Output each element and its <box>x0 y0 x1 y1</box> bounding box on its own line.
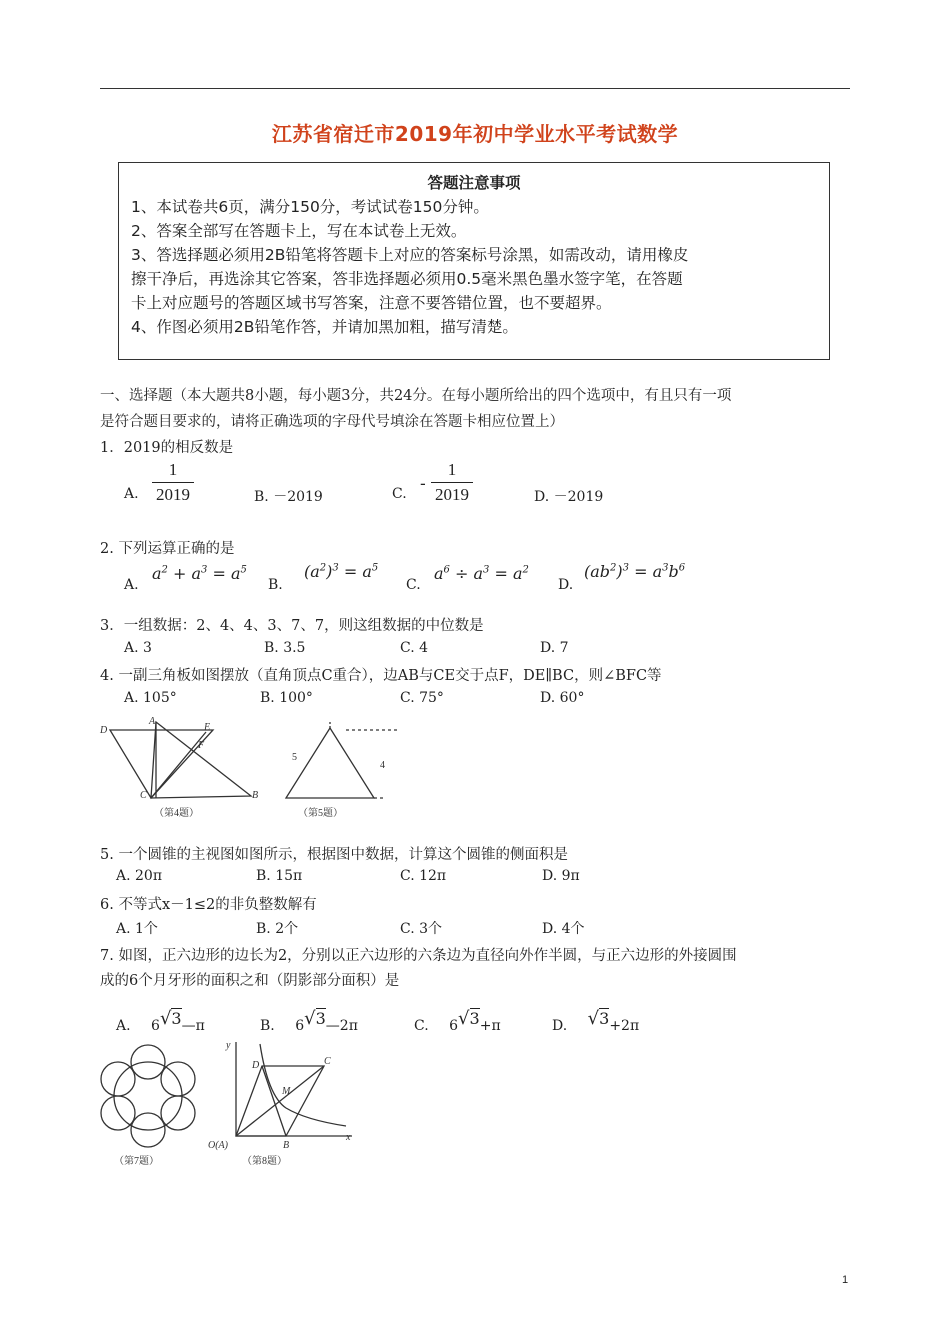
option-tail: —π <box>181 1018 205 1034</box>
coefficient: 6 <box>449 1018 459 1034</box>
fraction-denominator: 2019 <box>435 485 469 504</box>
figure-q8-coordinates <box>206 1036 366 1170</box>
q1-option-c-fraction <box>431 460 473 505</box>
label-m: M <box>282 1086 291 1097</box>
label-b: B <box>252 790 259 801</box>
fraction-bar <box>152 482 194 483</box>
q5-option-a: A. 20π <box>116 868 163 884</box>
q2-stem: 2. 下列运算正确的是 <box>100 541 235 557</box>
option-label: D. <box>552 1018 568 1034</box>
option-label: A. <box>116 1018 131 1034</box>
notice-line: 2、答案全部写在答题卡上，写在本试卷上无效。 <box>131 222 467 240</box>
figure-q4-triangles <box>96 716 266 826</box>
fraction-numerator: 1 <box>168 460 178 479</box>
figure-q8-caption: （第8题） <box>242 1156 287 1167</box>
height-label: 4 <box>380 760 385 771</box>
q6-option-a: A. 1个 <box>116 921 158 937</box>
figure-q4-caption: （第4题） <box>154 808 199 819</box>
q4-option-c: C. 75° <box>400 690 444 706</box>
q7-stem-line1: 7. 如图，正六边形的边长为2，分别以正六边形的六条边为直径向外作半圆，与正六边形的外接圆围 <box>100 948 737 964</box>
coefficient: 6 <box>295 1018 305 1034</box>
figure-q7-caption: （第7题） <box>114 1156 159 1167</box>
circumscribed-circle <box>114 1062 182 1130</box>
hyperbola-curve <box>260 1044 346 1126</box>
q4-option-b: B. 100° <box>260 690 313 706</box>
q1-stem: 1．2019的相反数是 <box>100 440 234 456</box>
q4-stem: 4. 一副三角板如图摆放（直角顶点C重合），边AB与CE交于点F，DE∥BC，则∠BFC等 <box>100 668 662 684</box>
q2-option-d-expression: $(ab^2)^3 = a^3b^6$ <box>584 562 686 581</box>
notice-box <box>118 162 830 360</box>
slant-label: 5 <box>292 752 297 763</box>
label-f: F <box>198 740 205 751</box>
q4-option-d: D. 60° <box>540 690 585 706</box>
label-e: E <box>204 722 211 733</box>
label-origin: O(A) <box>208 1140 228 1151</box>
q2-option-a-expression: $a^2 + a^3 = a^5$ <box>152 564 247 583</box>
section-instructions-line2: 是符合题目要求的，请将正确选项的字母代号填涂在答题卡相应位置上） <box>100 414 564 430</box>
q6-option-b: B. 2个 <box>256 921 299 937</box>
q1-option-d: D. －2019 <box>534 489 604 505</box>
q2-option-d-label: D. <box>558 577 574 593</box>
q1-option-a-fraction <box>152 460 194 505</box>
q3-option-c: C. 4 <box>400 640 429 656</box>
fraction-numerator: 1 <box>447 460 457 479</box>
label-d: D <box>100 725 108 736</box>
notice-line: 擦干净后，再选涂其它答案，答非选择题必须用0.5毫米黑色墨水签字笔，在答题 <box>131 270 683 288</box>
radicand: 3 <box>171 1009 182 1028</box>
q1-option-c-label: C. <box>392 486 407 502</box>
label-y: y <box>226 1040 231 1051</box>
label-c: C <box>140 790 147 801</box>
q7-option-c: C. 6√3+π <box>414 1008 501 1034</box>
q5-option-c: C. 12π <box>400 868 447 884</box>
notice-line: 3、答选择题必须用2B铅笔将答题卡上对应的答案标号涂黑，如需改动，请用橡皮 <box>131 246 689 264</box>
q5-option-d: D. 9π <box>542 868 580 884</box>
figure-q5-cone <box>274 716 404 826</box>
header-rule <box>100 88 850 89</box>
q1-option-b: B. －2019 <box>254 489 323 505</box>
q6-option-c: C. 3个 <box>400 921 443 937</box>
option-label: C. <box>414 1018 429 1034</box>
q2-option-c-expression: $a^6 \div a^3 = a^2$ <box>434 564 529 583</box>
label-a: A <box>149 716 156 727</box>
cone-front-view <box>286 728 374 798</box>
q7-stem-line2: 成的6个月牙形的面积之和（阴影部分面积）是 <box>100 973 400 989</box>
q7-option-b: B. 6√3—2π <box>260 1008 358 1034</box>
diagonal-db <box>262 1066 286 1136</box>
q5-stem: 5. 一个圆锥的主视图如图所示，根据图中数据，计算这个圆锥的侧面积是 <box>100 847 568 863</box>
fraction-bar <box>431 482 473 483</box>
label-b: B <box>283 1140 290 1151</box>
label-d: D <box>252 1060 260 1071</box>
figure-q7-hexagon <box>98 1040 208 1170</box>
notice-heading: 答题注意事项 <box>427 174 521 192</box>
q6-stem: 6. 不等式x－1≤2的非负整数解有 <box>100 897 317 913</box>
option-tail: —2π <box>325 1018 358 1034</box>
option-tail: +π <box>479 1018 501 1034</box>
q1-option-a-label: A. <box>124 486 139 502</box>
coefficient: 6 <box>151 1018 160 1034</box>
page-title: 江苏省宿迁市2019年初中学业水平考试数学 <box>271 122 679 146</box>
option-tail: +2π <box>609 1018 640 1034</box>
q3-option-b: B. 3.5 <box>264 640 306 656</box>
figure-q5-caption: （第5题） <box>298 808 343 819</box>
q7-option-a: A. 6√3—π <box>116 1008 205 1034</box>
q1-option-c-sign: - <box>420 474 426 494</box>
notice-line: 1、本试卷共6页，满分150分，考试试卷150分钟。 <box>131 198 489 216</box>
section-instructions-line1: 一、选择题（本大题共8小题，每小题3分，共24分。在每小题所给出的四个选项中，有且只有一项 <box>100 388 732 404</box>
triangle-acb <box>151 722 251 798</box>
fraction-denominator: 2019 <box>156 485 190 504</box>
label-x: x <box>346 1132 351 1143</box>
radicand: 3 <box>469 1009 480 1028</box>
q3-stem: 3．一组数据：2、4、4、3、7、7，则这组数据的中位数是 <box>100 618 484 634</box>
q5-option-b: B. 15π <box>256 868 303 884</box>
q3-option-a: A. 3 <box>124 640 152 656</box>
label-c: C <box>324 1056 331 1067</box>
radicand: 3 <box>315 1009 326 1028</box>
q3-option-d: D. 7 <box>540 640 569 656</box>
q6-option-d: D. 4个 <box>542 921 585 937</box>
option-label: B. <box>260 1018 275 1034</box>
q2-option-b-label: B. <box>268 577 283 593</box>
q4-option-a: A. 105° <box>124 690 177 706</box>
radicand: 3 <box>599 1009 610 1028</box>
q2-option-c-label: C. <box>406 577 421 593</box>
page-number: 1 <box>842 1274 849 1286</box>
q2-option-b-expression: $(a^2)^3 = a^5$ <box>304 562 379 581</box>
q2-option-a-label: A. <box>124 577 139 593</box>
q7-option-d: D. √3+2π <box>552 1008 640 1034</box>
notice-line: 卡上对应题号的答题区域书写答案，注意不要答错位置，也不要超界。 <box>131 294 612 312</box>
notice-line: 4、作图必须用2B铅笔作答，并请加黑加粗，描写清楚。 <box>131 318 518 336</box>
